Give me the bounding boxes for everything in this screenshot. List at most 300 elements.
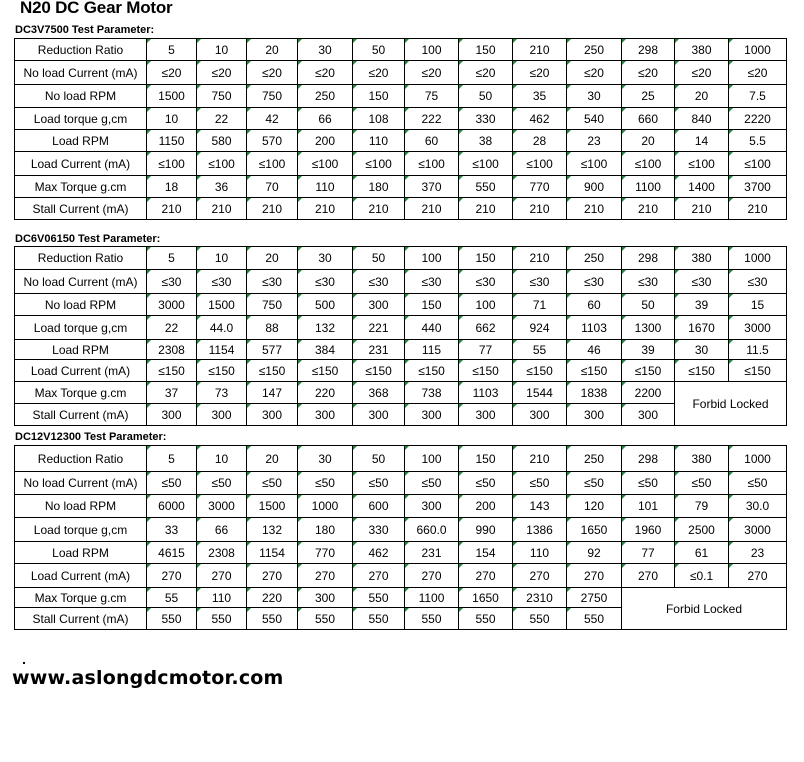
value-cell: 210: [298, 198, 353, 220]
value-cell: ≤100: [197, 152, 247, 176]
value-cell: ≤0.1: [675, 564, 729, 588]
value-cell: 115: [405, 340, 459, 360]
value-cell: ≤150: [405, 360, 459, 382]
parameter-label: Load torque g,cm: [15, 518, 147, 542]
parameter-label: Load Current (mA): [15, 564, 147, 588]
value-cell: 30: [567, 85, 622, 108]
parameter-label: No load RPM: [15, 294, 147, 316]
table-row: [15, 382, 787, 404]
value-cell: ≤150: [622, 360, 675, 382]
value-cell: 270: [405, 564, 459, 588]
value-cell: 662: [459, 316, 513, 340]
value-cell: 250: [567, 247, 622, 270]
value-cell: 990: [459, 518, 513, 542]
value-cell: ≤50: [405, 472, 459, 495]
value-cell: 210: [197, 198, 247, 220]
spec-table-6v: [14, 246, 787, 426]
value-cell: ≤150: [247, 360, 298, 382]
value-cell: 2750: [567, 588, 622, 608]
value-cell: 1650: [459, 588, 513, 608]
forbid-locked-note: Forbid Locked: [622, 588, 787, 630]
value-cell: ≤150: [729, 360, 787, 382]
value-cell: ≤30: [298, 270, 353, 294]
value-cell: 577: [247, 340, 298, 360]
value-cell: 66: [298, 108, 353, 130]
value-cell: ≤50: [729, 472, 787, 495]
value-cell: 210: [353, 198, 405, 220]
value-cell: 210: [513, 198, 567, 220]
value-cell: 380: [675, 247, 729, 270]
value-cell: 210: [513, 39, 567, 61]
value-cell: 150: [405, 294, 459, 316]
value-cell: 20: [622, 130, 675, 152]
value-cell: 143: [513, 495, 567, 518]
value-cell: 250: [567, 446, 622, 472]
value-cell: ≤30: [513, 270, 567, 294]
value-cell: ≤20: [298, 61, 353, 85]
table-row: [15, 61, 787, 85]
value-cell: ≤150: [513, 360, 567, 382]
parameter-label: Reduction Ratio: [15, 247, 147, 270]
value-cell: 300: [405, 404, 459, 426]
value-cell: 2310: [513, 588, 567, 608]
value-cell: 250: [567, 39, 622, 61]
value-cell: 100: [405, 39, 459, 61]
table-row: [15, 518, 787, 542]
value-cell: 330: [459, 108, 513, 130]
value-cell: ≤20: [567, 61, 622, 85]
value-cell: 330: [353, 518, 405, 542]
value-cell: ≤30: [729, 270, 787, 294]
parameter-label: No load RPM: [15, 85, 147, 108]
value-cell: 1100: [405, 588, 459, 608]
value-cell: ≤30: [197, 270, 247, 294]
value-cell: 150: [459, 247, 513, 270]
value-cell: 150: [459, 446, 513, 472]
value-cell: 6000: [147, 495, 197, 518]
table-row: [15, 39, 787, 61]
value-cell: 101: [622, 495, 675, 518]
value-cell: 50: [459, 85, 513, 108]
value-cell: 18: [147, 176, 197, 198]
value-cell: 210: [567, 198, 622, 220]
value-cell: 44.0: [197, 316, 247, 340]
value-cell: 1000: [729, 247, 787, 270]
value-cell: ≤20: [729, 61, 787, 85]
value-cell: 270: [353, 564, 405, 588]
value-cell: 70: [247, 176, 298, 198]
value-cell: 20: [247, 446, 298, 472]
table-1-subtitle: DC3V7500 Test Parameter:: [15, 24, 155, 36]
value-cell: 210: [147, 198, 197, 220]
value-cell: 462: [353, 542, 405, 564]
value-cell: ≤50: [247, 472, 298, 495]
value-cell: ≤30: [405, 270, 459, 294]
parameter-label: No load Current (mA): [15, 270, 147, 294]
value-cell: 1103: [459, 382, 513, 404]
value-cell: 300: [197, 404, 247, 426]
value-cell: 270: [147, 564, 197, 588]
value-cell: 4615: [147, 542, 197, 564]
table-row: [15, 564, 787, 588]
value-cell: 300: [567, 404, 622, 426]
value-cell: 210: [405, 198, 459, 220]
value-cell: 110: [298, 176, 353, 198]
table-row: [15, 108, 787, 130]
value-cell: ≤150: [675, 360, 729, 382]
value-cell: ≤30: [247, 270, 298, 294]
value-cell: 370: [405, 176, 459, 198]
value-cell: 60: [405, 130, 459, 152]
table-row: [15, 270, 787, 294]
value-cell: 1150: [147, 130, 197, 152]
value-cell: 50: [353, 39, 405, 61]
value-cell: 30.0: [729, 495, 787, 518]
value-cell: 1400: [675, 176, 729, 198]
value-cell: 1103: [567, 316, 622, 340]
value-cell: 770: [298, 542, 353, 564]
value-cell: 2220: [729, 108, 787, 130]
value-cell: 300: [353, 404, 405, 426]
value-cell: 79: [675, 495, 729, 518]
value-cell: 14: [675, 130, 729, 152]
value-cell: 298: [622, 446, 675, 472]
value-cell: ≤150: [353, 360, 405, 382]
value-cell: 738: [405, 382, 459, 404]
value-cell: 100: [459, 294, 513, 316]
value-cell: 71: [513, 294, 567, 316]
value-cell: 210: [675, 198, 729, 220]
value-cell: 550: [513, 608, 567, 630]
value-cell: 550: [459, 176, 513, 198]
value-cell: 42: [247, 108, 298, 130]
forbid-locked-note: Forbid Locked: [675, 382, 787, 426]
value-cell: ≤50: [675, 472, 729, 495]
value-cell: 28: [513, 130, 567, 152]
table-row: [15, 495, 787, 518]
table-row: [15, 588, 787, 608]
value-cell: ≤50: [567, 472, 622, 495]
table-row: [15, 85, 787, 108]
value-cell: 11.5: [729, 340, 787, 360]
value-cell: 210: [622, 198, 675, 220]
value-cell: 270: [298, 564, 353, 588]
table-row: [15, 404, 787, 426]
value-cell: 298: [622, 247, 675, 270]
table-row: [15, 446, 787, 472]
value-cell: 270: [247, 564, 298, 588]
value-cell: 300: [298, 404, 353, 426]
value-cell: 50: [353, 446, 405, 472]
parameter-label: Load RPM: [15, 130, 147, 152]
value-cell: 270: [459, 564, 513, 588]
table-row: [15, 360, 787, 382]
table-row: [15, 176, 787, 198]
value-cell: 75: [405, 85, 459, 108]
value-cell: 220: [298, 382, 353, 404]
value-cell: 550: [459, 608, 513, 630]
value-cell: ≤150: [567, 360, 622, 382]
value-cell: 384: [298, 340, 353, 360]
value-cell: 108: [353, 108, 405, 130]
value-cell: 300: [513, 404, 567, 426]
value-cell: ≤100: [353, 152, 405, 176]
value-cell: 180: [298, 518, 353, 542]
value-cell: ≤20: [622, 61, 675, 85]
value-cell: ≤20: [405, 61, 459, 85]
value-cell: ≤100: [247, 152, 298, 176]
value-cell: 770: [513, 176, 567, 198]
value-cell: ≤50: [622, 472, 675, 495]
parameter-label: Max Torque g.cm: [15, 176, 147, 198]
value-cell: 210: [247, 198, 298, 220]
value-cell: 200: [298, 130, 353, 152]
value-cell: 298: [622, 39, 675, 61]
value-cell: 100: [405, 446, 459, 472]
parameter-label: No load Current (mA): [15, 472, 147, 495]
value-cell: 15: [729, 294, 787, 316]
value-cell: 1386: [513, 518, 567, 542]
value-cell: 750: [197, 85, 247, 108]
value-cell: 23: [729, 542, 787, 564]
parameter-label: Load RPM: [15, 542, 147, 564]
parameter-label: Load torque g,cm: [15, 316, 147, 340]
value-cell: ≤30: [622, 270, 675, 294]
parameter-label: Reduction Ratio: [15, 39, 147, 61]
parameter-label: Load torque g,cm: [15, 108, 147, 130]
value-cell: 3000: [729, 518, 787, 542]
value-cell: 660: [622, 108, 675, 130]
value-cell: 39: [622, 340, 675, 360]
value-cell: 1154: [247, 542, 298, 564]
value-cell: 50: [353, 247, 405, 270]
value-cell: 20: [247, 247, 298, 270]
value-cell: 39: [675, 294, 729, 316]
value-cell: 23: [567, 130, 622, 152]
value-cell: ≤20: [147, 61, 197, 85]
value-cell: 270: [622, 564, 675, 588]
value-cell: 3700: [729, 176, 787, 198]
value-cell: 2500: [675, 518, 729, 542]
value-cell: 380: [675, 446, 729, 472]
table-row: [15, 294, 787, 316]
value-cell: 30: [298, 446, 353, 472]
value-cell: ≤50: [197, 472, 247, 495]
value-cell: 660.0: [405, 518, 459, 542]
value-cell: 147: [247, 382, 298, 404]
value-cell: 380: [675, 39, 729, 61]
value-cell: 30: [675, 340, 729, 360]
parameter-label: Reduction Ratio: [15, 446, 147, 472]
website-url: www.aslongdcmotor.com: [12, 667, 284, 689]
value-cell: 210: [513, 247, 567, 270]
parameter-label: No load RPM: [15, 495, 147, 518]
spec-table-3v: [14, 38, 787, 220]
value-cell: 210: [513, 446, 567, 472]
table-row: [15, 247, 787, 270]
value-cell: 73: [197, 382, 247, 404]
value-cell: 30: [298, 247, 353, 270]
value-cell: 77: [459, 340, 513, 360]
value-cell: 200: [459, 495, 513, 518]
value-cell: 1100: [622, 176, 675, 198]
value-cell: 20: [247, 39, 298, 61]
table-2-subtitle: DC6V06150 Test Parameter:: [15, 233, 161, 245]
value-cell: ≤50: [147, 472, 197, 495]
value-cell: 154: [459, 542, 513, 564]
value-cell: ≤100: [298, 152, 353, 176]
value-cell: 60: [567, 294, 622, 316]
value-cell: 35: [513, 85, 567, 108]
value-cell: 2200: [622, 382, 675, 404]
value-cell: 222: [405, 108, 459, 130]
parameter-label: Load RPM: [15, 340, 147, 360]
value-cell: 440: [405, 316, 459, 340]
value-cell: 180: [353, 176, 405, 198]
value-cell: 500: [298, 294, 353, 316]
value-cell: 550: [353, 608, 405, 630]
value-cell: 55: [147, 588, 197, 608]
value-cell: 924: [513, 316, 567, 340]
value-cell: 1000: [729, 446, 787, 472]
value-cell: 1300: [622, 316, 675, 340]
value-cell: 77: [622, 542, 675, 564]
value-cell: 1000: [729, 39, 787, 61]
value-cell: 300: [622, 404, 675, 426]
value-cell: ≤50: [513, 472, 567, 495]
value-cell: 61: [675, 542, 729, 564]
value-cell: 550: [567, 608, 622, 630]
value-cell: 840: [675, 108, 729, 130]
value-cell: 5: [147, 446, 197, 472]
value-cell: 570: [247, 130, 298, 152]
value-cell: 10: [197, 247, 247, 270]
value-cell: 550: [147, 608, 197, 630]
value-cell: 220: [247, 588, 298, 608]
value-cell: 462: [513, 108, 567, 130]
table-3-subtitle: DC12V12300 Test Parameter:: [15, 431, 167, 443]
value-cell: ≤50: [353, 472, 405, 495]
value-cell: 231: [353, 340, 405, 360]
dot-mark: [23, 662, 25, 664]
value-cell: ≤100: [729, 152, 787, 176]
value-cell: 210: [459, 198, 513, 220]
value-cell: 210: [729, 198, 787, 220]
value-cell: 5.5: [729, 130, 787, 152]
table-row: [15, 130, 787, 152]
value-cell: 550: [247, 608, 298, 630]
value-cell: ≤30: [353, 270, 405, 294]
value-cell: ≤100: [147, 152, 197, 176]
value-cell: 1154: [197, 340, 247, 360]
value-cell: 1500: [247, 495, 298, 518]
value-cell: 110: [197, 588, 247, 608]
value-cell: ≤150: [147, 360, 197, 382]
value-cell: 30: [298, 39, 353, 61]
value-cell: ≤30: [675, 270, 729, 294]
table-row: [15, 340, 787, 360]
value-cell: ≤100: [675, 152, 729, 176]
value-cell: ≤100: [459, 152, 513, 176]
page-title: N20 DC Gear Motor: [20, 0, 173, 17]
value-cell: 2308: [147, 340, 197, 360]
value-cell: 1000: [298, 495, 353, 518]
value-cell: 1544: [513, 382, 567, 404]
value-cell: 270: [729, 564, 787, 588]
value-cell: 10: [197, 39, 247, 61]
parameter-label: Stall Current (mA): [15, 404, 147, 426]
value-cell: ≤20: [675, 61, 729, 85]
value-cell: 1838: [567, 382, 622, 404]
value-cell: 3000: [147, 294, 197, 316]
value-cell: ≤50: [459, 472, 513, 495]
value-cell: ≤100: [405, 152, 459, 176]
value-cell: 33: [147, 518, 197, 542]
value-cell: 600: [353, 495, 405, 518]
value-cell: 221: [353, 316, 405, 340]
value-cell: 550: [405, 608, 459, 630]
value-cell: 250: [298, 85, 353, 108]
value-cell: 37: [147, 382, 197, 404]
value-cell: 300: [353, 294, 405, 316]
value-cell: 150: [459, 39, 513, 61]
value-cell: ≤100: [513, 152, 567, 176]
value-cell: ≤20: [247, 61, 298, 85]
value-cell: 150: [353, 85, 405, 108]
value-cell: 22: [197, 108, 247, 130]
value-cell: 5: [147, 39, 197, 61]
value-cell: 100: [405, 247, 459, 270]
value-cell: ≤30: [567, 270, 622, 294]
value-cell: ≤20: [459, 61, 513, 85]
table-row: [15, 542, 787, 564]
value-cell: 300: [298, 588, 353, 608]
value-cell: 36: [197, 176, 247, 198]
parameter-label: Max Torque g.cm: [15, 382, 147, 404]
spec-table-12v: [14, 445, 787, 630]
value-cell: 88: [247, 316, 298, 340]
value-cell: 1500: [147, 85, 197, 108]
value-cell: 50: [622, 294, 675, 316]
value-cell: 20: [675, 85, 729, 108]
parameter-label: Load Current (mA): [15, 152, 147, 176]
value-cell: 270: [513, 564, 567, 588]
parameter-label: Stall Current (mA): [15, 608, 147, 630]
value-cell: 300: [147, 404, 197, 426]
parameter-label: Load Current (mA): [15, 360, 147, 382]
value-cell: 55: [513, 340, 567, 360]
value-cell: 25: [622, 85, 675, 108]
value-cell: 66: [197, 518, 247, 542]
value-cell: ≤150: [459, 360, 513, 382]
value-cell: ≤50: [298, 472, 353, 495]
parameter-label: Max Torque g.cm: [15, 588, 147, 608]
value-cell: 132: [247, 518, 298, 542]
table-row: [15, 152, 787, 176]
value-cell: 10: [147, 108, 197, 130]
table-row: [15, 198, 787, 220]
table-row: [15, 316, 787, 340]
value-cell: 1960: [622, 518, 675, 542]
value-cell: 750: [247, 294, 298, 316]
value-cell: 580: [197, 130, 247, 152]
value-cell: 368: [353, 382, 405, 404]
value-cell: 22: [147, 316, 197, 340]
value-cell: 120: [567, 495, 622, 518]
value-cell: 270: [197, 564, 247, 588]
value-cell: 92: [567, 542, 622, 564]
value-cell: 5: [147, 247, 197, 270]
